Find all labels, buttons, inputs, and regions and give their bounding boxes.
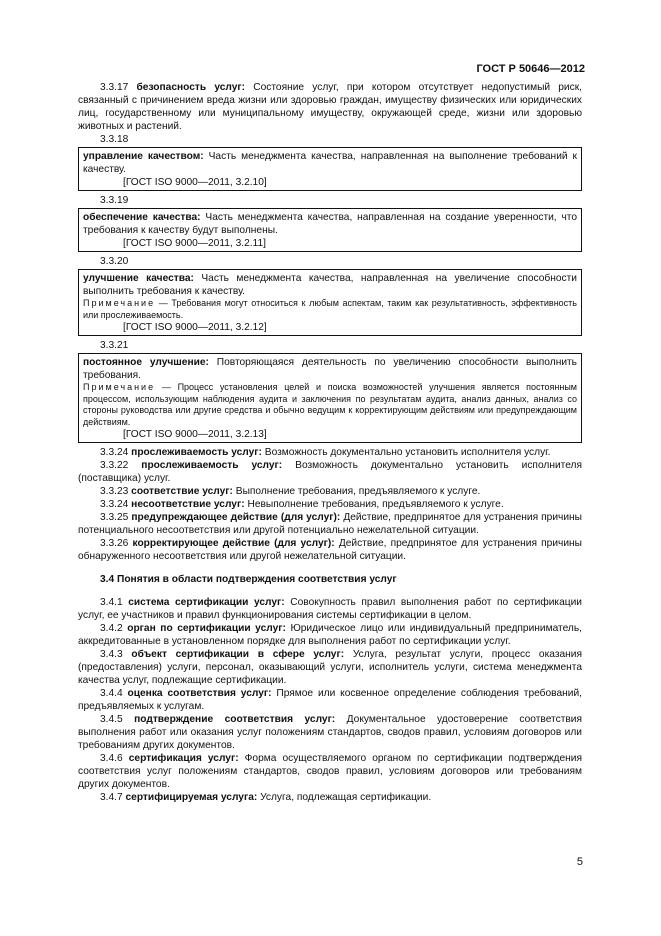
term-3-4-7: 3.4.7 сертифицируемая услуга: Услуга, подлежащая сертификации. bbox=[100, 792, 432, 803]
term-3-3-23: 3.3.23 соответствие услуг: Выполнение требования, предъявляемого к услуге. bbox=[100, 486, 481, 497]
term-3-3-25: 3.3.25 предупреждающее действие (для услуг): Действие, предпринятое для устранения причины потенциального несоответствия или другой потенциально нежелательной ситуации. bbox=[78, 512, 582, 536]
term-3-3-17: 3.3.17 безопасность услуг: Состояние услуг, при котором отсутствует недопустимый риск, связанный с причинением вреда жизни или здоровью граждан, имуществу физических или юридических лиц, государственному или муниципальному имуществу, окружающей среде, жизни или здоровью животных и растений. bbox=[78, 82, 582, 132]
reference: [ГОСТ ISO 9000—2011, 3.2.13] bbox=[123, 429, 267, 440]
term-3-4-4: 3.4.4 оценка соответствия услуг: Прямое или косвенное определение соблюдения требований, предъявляемых к услугам. bbox=[78, 688, 582, 712]
note: Примечание — Требования могут относиться к любым аспектам, таким как результативность, эффективность или прослеживаемость. bbox=[83, 298, 577, 320]
term-3-4-2: 3.4.2 орган по сертификации услуг: Юридическое лицо или индивидуальный предприниматель, аккредитованные в установленном порядке для выполнения работ по сертификации услуг. bbox=[78, 623, 582, 647]
term-box-3-3-19: обеспечение качества: Часть менеджмента качества, направленная на создание уверенности, что требования к качеству будут выполнены. [ГОСТ ISO 9000—2011, 3.2.11] bbox=[78, 208, 582, 252]
page-number: 5 bbox=[576, 856, 583, 868]
term-number: 3.3.19 bbox=[100, 195, 129, 206]
section-title: 3.4 Понятия в области подтверждения соответствия услуг bbox=[100, 574, 397, 585]
reference: [ГОСТ ISO 9000—2011, 3.2.10] bbox=[123, 177, 267, 188]
term-number: 3.3.21 bbox=[100, 340, 129, 351]
term-3-3-26: 3.3.26 корректирующее действие (для услуг): Действие, предпринятое для устранения причины обнаруженного несоответствия или другой нежелательной ситуации. bbox=[78, 538, 582, 562]
term-box-3-3-21: постоянное улучшение: Повторяющаяся деятельность по увеличению способности выполнить требования. Примечание — Процесс установления целей и поиска возможностей улучшения является постоянным процессом, использующим наблюдения аудита и заключения по результатам аудита, анализ данных, анализ со стороны руководства или другие средства и обычно ведущим к корректирующим действиям или предупреждающим действиям. [ГОСТ ISO 9000—2011, 3.2.13] bbox=[78, 353, 582, 443]
term-number: 3.3.20 bbox=[100, 256, 129, 267]
term-3-4-3: 3.4.3 объект сертификации в сфере услуг: Услуга, результат услуги, процесс оказания (предоставления) услуги, персонал, оказывающий услуги, исполнитель услуги, система менеджмента качества услуг, подлежащие сертификации. bbox=[78, 649, 582, 686]
term-3-3-22: 3.3.22 прослеживаемость услуг: Возможность документально установить исполнителя (поставщика) услуг. bbox=[78, 460, 582, 484]
term-3-3-24-b: 3.3.24 несоответствие услуг: Невыполнение требования, предъявляемого к услуге. bbox=[100, 499, 504, 510]
reference: [ГОСТ ISO 9000—2011, 3.2.11] bbox=[123, 238, 266, 249]
reference: [ГОСТ ISO 9000—2011, 3.2.12] bbox=[123, 322, 267, 333]
term-number: 3.3.18 bbox=[100, 134, 129, 145]
standard-designation: ГОСТ Р 50646—2012 bbox=[476, 63, 585, 75]
term-box-3-3-20: улучшение качества: Часть менеджмента качества, направленная на увеличение способности выполнить требования к качеству. Примечание — Требования могут относиться к любым аспектам, таким как результативность, эффективность или прослеживаемость. [ГОСТ ISO 9000—2011, 3.2.12] bbox=[78, 269, 582, 336]
term-3-4-6: 3.4.6 сертификация услуг: Форма осуществляемого органом по сертификации подтверждения соответствия услуг положениям стандартов, сводов правил, условиям договоров или требованиям других документов. bbox=[78, 753, 582, 790]
page-content bbox=[78, 81, 582, 804]
term-3-4-5: 3.4.5 подтверждение соответствия услуг: Документальное удостоверение соответствия выполнения работ или оказания услуг положениям стандартов, сводов правил, условиям договоров или требованиям других документов. bbox=[78, 714, 582, 751]
term-3-3-24-a: 3.3.24 прослеживаемость услуг: Возможность документально установить исполнителя услуг. bbox=[100, 447, 551, 458]
term-3-4-1: 3.4.1 система сертификации услуг: Совокупность правил выполнения работ по сертификации услуг, ее участников и правил функционирования системы сертификации в целом. bbox=[78, 597, 582, 621]
term-box-3-3-18: управление качеством: Часть менеджмента качества, направленная на выполнение требований к качеству. [ГОСТ ISO 9000—2011, 3.2.10] bbox=[78, 147, 582, 191]
note: Примечание — Процесс установления целей и поиска возможностей улучшения является постоянным процессом, использующим наблюдения аудита и заключения по результатам аудита, анализ данных, анализ со стороны руководства или другие средства и обычно ведущим к корректирующим действиям или предупреждающим действиям. bbox=[83, 382, 577, 427]
